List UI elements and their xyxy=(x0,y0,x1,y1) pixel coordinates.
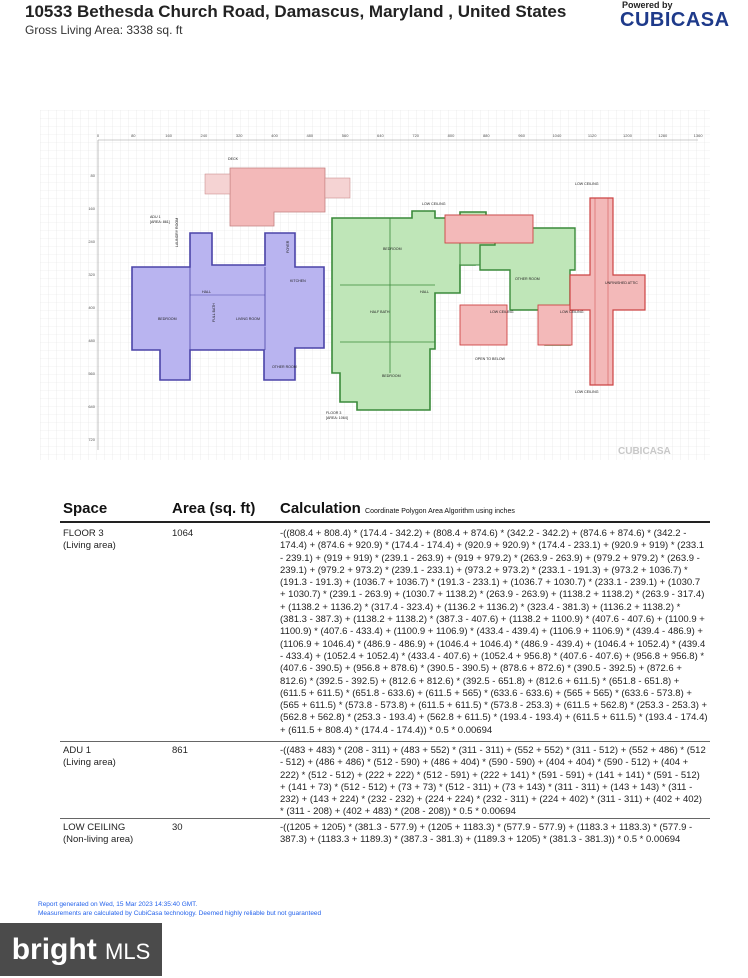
row-adu-name: ADU 1 xyxy=(63,745,91,756)
low-ceiling-top xyxy=(445,215,533,243)
x-tick-label: 0 xyxy=(96,133,100,138)
low-ceiling-a-label: LOW CEILING xyxy=(422,202,446,206)
other-room-left-label: OTHER ROOM xyxy=(272,365,297,369)
row-low-ceiling-type: (Non-living area) xyxy=(63,834,134,846)
row-low-ceiling-calc: -((1205 + 1205) * (381.3 - 577.9) + (1205 + 1183.3) * (577.9 - 577.9) + (1183.3 + 1183.3) * (577.9 - 387.3) + (1183.3 + 1189.3) * (387.3 - 381.3) + (1189.3 + 1205) * (381.3 - 381.3)) * 0.5 * 0.00694 xyxy=(280,822,693,846)
x-tick-label: 880 xyxy=(482,133,490,138)
x-tick-label: 80 xyxy=(131,133,136,138)
y-tick-label: 240 xyxy=(88,239,95,244)
powered-by-label: Powered by xyxy=(622,0,673,10)
open-to-below-label: OPEN TO BELOW xyxy=(475,357,506,361)
y-tick-label: 480 xyxy=(88,338,95,343)
x-tick-label: 560 xyxy=(341,133,349,138)
x-tick-label: 800 xyxy=(447,133,455,138)
bright-mls-logo xyxy=(0,923,162,976)
low-ceiling-b-label: LOW CEILING xyxy=(490,310,514,314)
adu-area-label: [AREA: 861] xyxy=(150,220,170,224)
address-title: 10533 Bethesda Church Road, Damascus, Maryland , United States xyxy=(25,2,567,21)
measurement-disclaimer: Measurements are calculated by CubiCasa technology. Deemed highly reliable but not guaranteed xyxy=(38,910,322,917)
row-floor3-calc: -((808.4 + 808.4) * (174.4 - 342.2) + (808.4 + 874.6) * (342.2 - 342.2) + (874.6 + 874.6) * (342.2 - 174.4) + (874.6 + 920.9) * (174.4 - 174.4) + (920.9 + 920.9) * (174.4 - 233.1) + (920.9 + 919) * (233.1 - 239.1) + (919 + 919) * (239.1 - 263.9) + (919 + 979.2) * (263.9 - 263.9) + (979.2 + 979.2) * (263.9 - 239.1) + (979.2 + 973.2) * (239.1 - 233.1) + (973.2 + 973.2) * (233.1 - 191.3) + (973.2 + 1036.7) * (191.3 - 191.3) + (1036.7 + 1036.7) * (191.3 - 233.1) + (1036.7 + 1030.7) * (233.1 - 239.1) + (1030.7 + 1030.7) * (239.1 - 263.9) + (1030.7 + 1138.2) * (263.9 - 263.9) + (1138.2 + 1138.2) * (263.9 - 317.4) + (1138.2 + 1136.2) * (317.4 - 323.4) + (1136.2 + 1136.2) * (323.4 - 381.3) + (1136.2 + 1138.2) * (381.3 - 387.3) + (1138.2 + 1138.2) * (387.3 - 407.6) + (1138.2 + 1100.9) * (407.6 - 407.6) + (1100.9 + 1100.9) * (407.6 - 433.4) + (1100.9 + 1106.9) * (433.4 - 439.4) + (1106.9 + 1106.9) * (439.4 - 486.9) + (1106.9 + 1046.4) * (486.9 - 486.9) + (1046.4 + 1046.4) * (486.9 - 439.4) + (1046.4 + 1052.4) * (439.4 - 433.4) + (1052.4 + 1052.4) * (433.4 - 407.6) + (1052.4 + 956.8) * (407.6 - 407.6) + (956.8 + 956.8) * (407.6 - 390.5) + (956.8 + 878.6) * (390.5 - 390.5) + (878.6 + 872.6) * (390.5 - 392.5) + (872.6 + 812.6) * (392.5 - 392.5) + (812.6 + 812.6) * (392.5 - 651.8) + (812.6 + 611.5) * (651.8 - 651.8) + (611.5 + 611.5) * (651.8 - 633.6) + (611.5 + 565) * (633.6 - 633.6) + (565 + 565) * (633.6 - 573.8) + (565 + 611.5) * (573.8 - 573.8) + (611.5 + 611.5) * (573.8 - 253.3) + (611.5 + 562.8) * (253.3 - 253.3) + (562.8 + 562.8) * (253.3 - 193.4) + (562.8 + 611.5) * (193.4 - 193.4) + (611.5 + 611.5) * (193.4 - 174.4) + (611.5 + 808.4) * (174.4 - 174.4)) * 0.5 * 0.00694 xyxy=(280,528,708,736)
bedroom-top-label: BEDROOM xyxy=(383,247,402,251)
other-room-right-label: OTHER ROOM xyxy=(515,277,540,281)
deck-label: DECK xyxy=(228,157,238,161)
floor3-label: FLOOR 3 xyxy=(326,411,342,415)
row-adu-type: (Living area) xyxy=(63,757,116,769)
y-tick-label: 320 xyxy=(88,272,95,277)
calculation-title: Calculation xyxy=(280,500,361,517)
space-header: Space xyxy=(63,500,108,517)
y-tick-label: 80 xyxy=(90,173,95,178)
header-rule xyxy=(60,521,710,523)
mls-logo-text: MLS xyxy=(105,939,151,964)
floor3-area-label: [AREA: 1064] xyxy=(326,416,348,420)
y-tick-label: 720 xyxy=(88,437,95,442)
laundry-label: LAUNDRY ROOM xyxy=(175,217,179,247)
x-tick-label: 320 xyxy=(235,133,243,138)
x-tick-label: 480 xyxy=(306,133,314,138)
row-adu-space xyxy=(63,745,116,770)
x-tick-label: 640 xyxy=(377,133,384,138)
x-tick-label: 960 xyxy=(518,133,525,138)
x-tick-label: 1280 xyxy=(658,133,668,138)
row-floor3-name: FLOOR 3 xyxy=(63,528,104,539)
floor-plan xyxy=(40,110,710,460)
half-bath-label: HALF BATH xyxy=(370,310,390,314)
x-tick-label: 400 xyxy=(271,133,278,138)
low-ceiling-top-label: LOW CEILING xyxy=(575,182,599,186)
row-low-ceiling-space xyxy=(63,822,133,847)
x-tick-label: 720 xyxy=(412,133,420,138)
report-generated-note: Report generated on Wed, 15 Mar 2023 14:35:40 GMT. xyxy=(38,901,198,908)
cubicasa-logo xyxy=(620,0,730,30)
y-tick-label: 160 xyxy=(88,206,95,211)
y-tick-label: 640 xyxy=(88,404,95,409)
plan-watermark: CUBICASA xyxy=(618,446,671,457)
low-ceiling-bottom-label: LOW CEILING xyxy=(575,390,599,394)
x-tick-label: 1040 xyxy=(552,133,562,138)
row-floor3-space xyxy=(63,528,116,553)
row-adu-area: 861 xyxy=(172,745,188,756)
bright-logo-text: bright xyxy=(11,933,97,966)
full-bath-left-label: FULL BATH xyxy=(212,303,216,322)
x-tick-label: 240 xyxy=(200,133,208,138)
y-tick-label: 400 xyxy=(88,305,95,310)
y-tick-label: 560 xyxy=(88,371,95,376)
bedroom-bottom-label: BEDROOM xyxy=(382,374,401,378)
row-divider-2 xyxy=(60,818,710,819)
x-tick-label: 1120 xyxy=(587,133,597,138)
x-tick-label: 1200 xyxy=(623,133,632,138)
low-ceiling-right-label: LOW CEILING xyxy=(560,310,584,314)
cubicasa-brand: CUBICASA xyxy=(620,9,730,31)
adu-label: ADU 1 xyxy=(150,215,161,219)
x-tick-label: 160 xyxy=(165,133,172,138)
hall-center-label: HALL xyxy=(420,290,429,294)
foyer-label: FOYER xyxy=(286,240,290,253)
row-floor3-area: 1064 xyxy=(172,528,194,539)
x-tick-label: 1360 xyxy=(693,133,703,138)
calculation-header xyxy=(280,500,515,517)
living-room-label: LIVING ROOM xyxy=(236,317,260,321)
calculation-note: Coordinate Polygon Area Algorithm using inches xyxy=(365,508,515,515)
row-floor3-type: (Living area) xyxy=(63,540,116,552)
gross-living-area: Gross Living Area: 3338 sq. ft xyxy=(25,23,183,37)
kitchen-label: KITCHEN xyxy=(290,279,306,283)
bedroom-left-label: BEDROOM xyxy=(158,317,177,321)
hall-left-label: HALL xyxy=(202,290,211,294)
area-header: Area (sq. ft) xyxy=(172,500,256,517)
row-low-ceiling-name: LOW CEILING xyxy=(63,822,126,833)
row-divider-1 xyxy=(60,741,710,742)
row-low-ceiling-area: 30 xyxy=(172,822,183,833)
unfinished-attic-label: UNFINISHED ATTIC xyxy=(605,281,638,285)
row-adu-calc: -((483 + 483) * (208 - 311) + (483 + 552) * (311 - 311) + (552 + 552) * (311 - 512) + (552 + 486) * (512 - 512) + (486 + 486) * (512 - 590) + (486 + 404) * (590 - 590) + (404 + 404) * (590 - 512) + (404 + 222) * (512 - 512) + (222 + 222) * (512 - 591) + (222 + 141) * (591 - 591) + (141 + 141) * (591 - 512) + (141 + 73) * (512 - 512) + (73 + 73) * (512 - 311) + (73 + 143) * (311 - 311) + (143 + 143) * (311 - 232) + (143 + 224) * (232 - 232) + (224 + 224) * (232 - 311) + (224 + 402) * (311 - 311) + (402 + 402) * (311 - 208) + (402 + 483) * (208 - 208)) * 0.5 * 0.00694 xyxy=(280,745,706,818)
